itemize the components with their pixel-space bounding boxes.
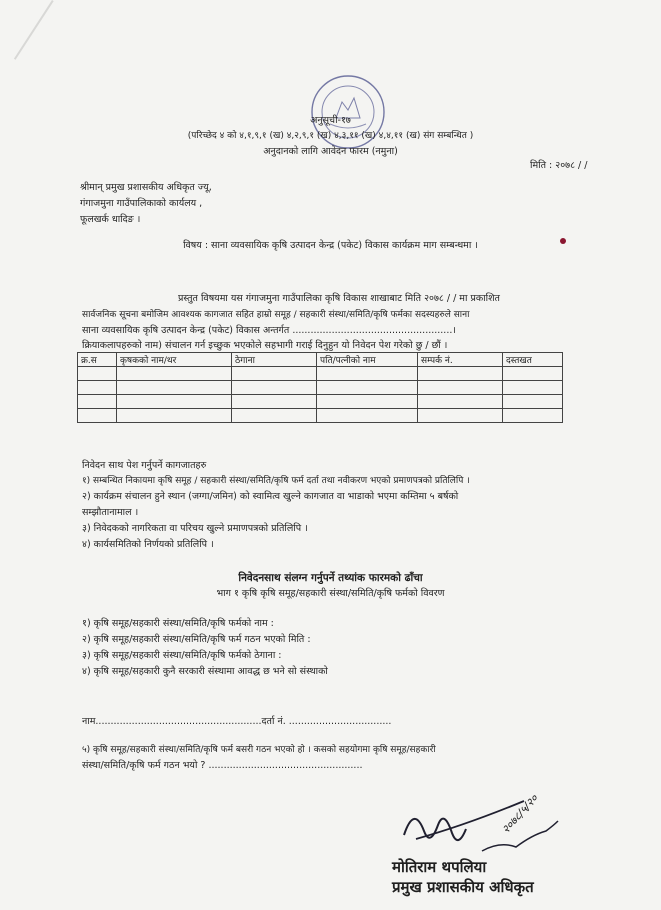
detail-question-5-cont: संस्था/समिति/कृषि फर्म गठन भयो ? ................................................... [82, 760, 363, 771]
signature-icon [396, 792, 566, 865]
address-line-1: श्रीमान् प्रमुख प्रशासकीय अधिकृत ज्यू, [80, 182, 212, 193]
detail-question-2: २) कृषि समूह/सहकारी संस्था/समिति/कृषि फर्म गठन भएको मिति : [82, 634, 311, 645]
detail-question-4: ४) कृषि समूह/सहकारी कुनै सरकारी संस्थामा आवद्ध छ भने सो संस्थाको [82, 666, 328, 677]
date-field: मिति : २०७८ / / [530, 160, 588, 171]
table-row [78, 381, 563, 395]
annex-label: अनुसूची-१७ [310, 115, 351, 126]
document-item-4: ४) कार्यसमितिको निर्णयको प्रतिलिपि । [82, 539, 214, 550]
document-item-1: १) सम्बन्धित निकायमा कृषि समूह / सहकारी संस्था/समिति/कृषि फर्म दर्ता तथा नवीकरण भएको प्रमाणपत्रको प्रतिलिपि । [82, 476, 470, 486]
table-header-row [78, 353, 563, 367]
body-line-2: सार्वजनिक सूचना बमोजिम आवश्यक कागजात सहित हाम्रो समूह / सहकारी संस्था/समिति/कृषि फर्मका सदस्यहरुले साना [82, 310, 470, 320]
col-header-address: ठेगाना [232, 353, 317, 367]
table-row [78, 367, 563, 381]
col-header-farmer-name: कृषकको नाम/थर [117, 353, 232, 367]
table-row [78, 409, 563, 423]
reference-line: (परिच्छेद ४ को ४,१,९,१ (ख) ४,२,९,१ (ख) ४,३,११ (ख) ४,४,११ (ख) संग सम्बन्धित ) [187, 131, 474, 141]
name-registration-line: नाम.......................................................दर्ता नं. .................................. [82, 716, 392, 727]
table-row [78, 395, 563, 409]
section-title: निवेदनसाथ संलग्न गर्नुपर्ने तथ्यांक फारमको ढाँचा [238, 572, 423, 584]
paper-fold-mark [14, 0, 54, 60]
body-line-4: क्रियाकलापहरुको नाम) संचालन गर्न इच्छुक भएकोले सहभागी गराई दिनुहुन यो निवेदन पेश गरेको छु / छौं । [82, 340, 448, 351]
address-line-3: फूलखर्क धादिङ । [80, 214, 141, 225]
document-item-3: ३) निवेदकको नागरिकता वा परिचय खुल्ने प्रमाणपत्रको प्रतिलिपि । [82, 523, 308, 534]
documents-heading: निवेदन साथ पेश गर्नुपर्ने कागजातहरु [82, 460, 207, 471]
address-line-2: गंगाजमुना गाउँपालिकाको कार्यलय , [80, 198, 203, 209]
body-line-3: साना व्यवसायिक कृषि उत्पादन केन्द्र (पकेट) विकास अन्तर्गत .....................................................। [82, 325, 456, 336]
document-item-2: २) कार्यक्रम संचालन हुने स्थान (जग्गा/जमिन) को स्वामित्व खुल्ने कागजात वा भाडाको भएमा कम्तिमा ५ बर्षको [82, 491, 459, 502]
handwritten-date: २०७८/५/२० [499, 792, 541, 837]
signatory-title: प्रमुख प्रशासकीय अधिकृत [392, 878, 534, 896]
body-line-1: प्रस्तुत विषयमा यस गंगाजमुना गाउँपालिका कृषि विकास शाखाबाट मिति २०७८ / / मा प्रकाशित [178, 293, 500, 304]
col-header-sn: क्र.स [78, 353, 117, 367]
subject-line: विषय : साना व्यवसायिक कृषि उत्पादन केन्द्र (पकेट) विकास कार्यक्रम माग सम्बन्धमा । [183, 240, 478, 251]
col-header-spouse-name: पति/पत्नीको नाम [317, 353, 418, 367]
detail-question-3: ३) कृषि समूह/सहकारी संस्था/समिति/कृषि फर्मको ठेगाना : [82, 650, 282, 661]
form-title: अनुदानको लागि आवेदन फारम (नमुना) [263, 146, 398, 157]
col-header-signature: दस्तखत [503, 353, 563, 367]
detail-question-1: १) कृषि समूह/सहकारी संस्था/समिति/कृषि फर्मको नाम : [82, 618, 274, 629]
section-subtitle: भाग १ कृषि कृषि समूह/सहकारी संस्था/समिति/कृषि फर्मको विवरण [216, 588, 445, 599]
detail-question-5: ५) कृषि समूह/सहकारी संस्था/समिति/कृषि फर्म बसरी गठन भएको हो । कसको सहयोगमा कृषि समूह/सहकारी [82, 745, 436, 755]
col-header-contact: सम्पर्क नं. [418, 353, 503, 367]
beneficiary-table [77, 352, 563, 423]
signatory-name: मोतिराम थपलिया [392, 858, 487, 876]
document-item-2-cont: सम्झौतानामाल । [82, 507, 139, 518]
